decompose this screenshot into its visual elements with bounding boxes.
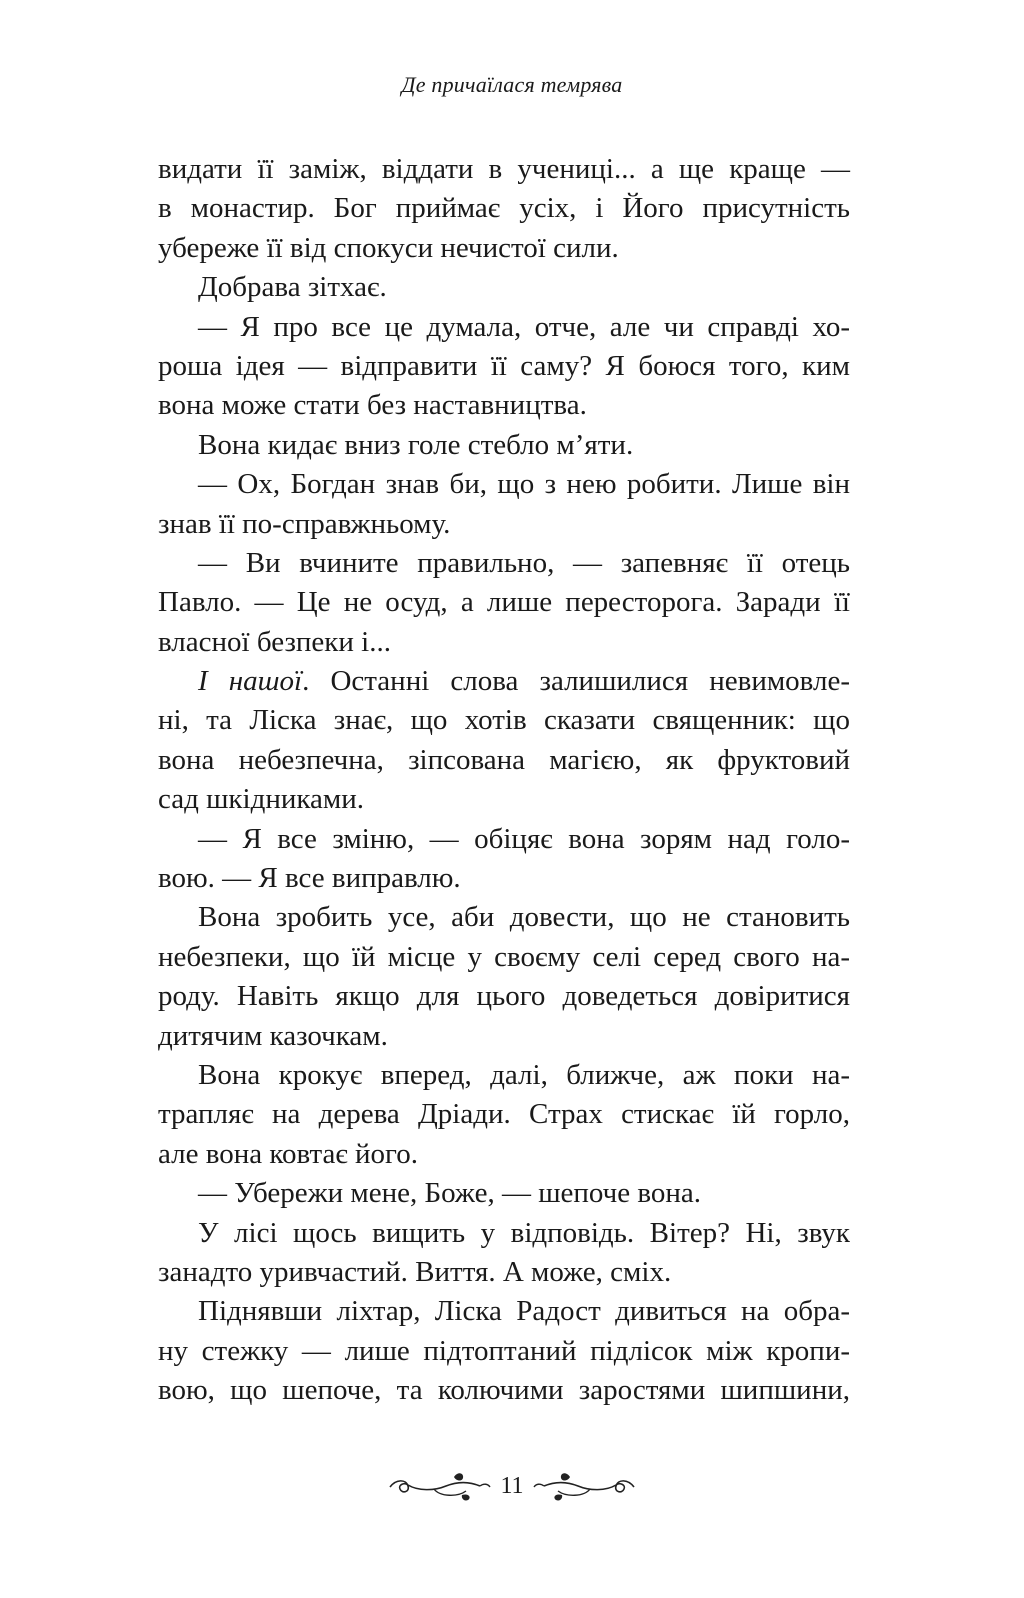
text-line-content: — Я про все це думала, отче, але чи справді хо- [198,310,850,343]
text-line [158,1056,850,1095]
text-line [158,386,850,425]
text-line-content: вою. — Я все виправлю. [158,862,461,895]
text-line-content: видати її заміж, віддати в учениці... а ще краще — [158,153,850,185]
text-line-content: — Ви вчините правильно, — запевняє її отець [198,546,850,579]
text-line-content: Вона кидає вниз голе стебло м’яти. [198,428,634,461]
text-line [158,1174,850,1213]
text-line [158,347,850,386]
text-line [158,268,850,307]
text-line [158,1371,850,1410]
text-line-content: — Ох, Богдан знав би, що з нею робити. Лише він [198,468,850,501]
text-line [158,1135,850,1174]
text-line [158,544,850,583]
text-line-content: — Убережи мене, Боже, — шепоче вона. [198,1177,702,1210]
text-line [158,505,850,544]
running-header: Де причаїлася темрява [401,72,623,97]
text-line-content: трапляє на дерева Дріади. Страх стискає їй горло, [158,1098,850,1131]
text-line [158,150,850,189]
text-line [158,465,850,504]
text-line [158,859,850,898]
flourish-ornament-icon [384,1469,494,1503]
text-line-content: занадто уривчастий. Виття. А може, сміх. [158,1255,672,1288]
text-line-content: . Останні слова залишилися невимовле- [302,665,850,698]
text-line-content: убереже її від спокуси нечистої сили. [158,231,619,264]
text-line-content: Павло. — Це не осуд, а лише пересторога. Заради її [158,586,850,619]
text-line-content: вона може стати без наставництва. [158,389,587,422]
text-line-content: вою, що шепоче, та колючими заростями шипшини, [158,1374,850,1407]
text-line [158,938,850,977]
text-line-content: Вона зробить усе, аби довести, що не становить [198,901,850,934]
page-number: 11 [500,1473,524,1499]
text-line [158,820,850,859]
text-line [158,308,850,347]
flourish-ornament-icon [530,1469,640,1503]
text-line [158,1095,850,1134]
text-line-content: знав її по-справжньому. [158,507,451,540]
text-line-content: роша ідея — відправити її саму? Я боюся того, ким [158,349,850,382]
text-line [158,780,850,819]
text-line-content: ні, та Ліска знає, що хотів сказати священник: що [158,704,850,737]
text-line-content: в монастир. Бог приймає усіх, і Його присутність [158,192,850,225]
text-line [158,1292,850,1331]
text-line-content: — Я все зміню, — обіцяє вона зорям над голо- [198,822,850,855]
text-line [158,701,850,740]
text-line-content: У лісі щось вищить у відповідь. Вітер? Ні, звук [198,1216,850,1249]
text-line-content: сад шкідниками. [158,783,365,816]
text-line [158,1017,850,1056]
text-line-content: Піднявши ліхтар, Ліска Радост дивиться на обра- [198,1295,850,1328]
text-line [158,426,850,465]
text-line [158,229,850,268]
text-line-content: вона небезпечна, зіпсована магією, як фруктовий [158,743,850,776]
text-line [158,189,850,228]
text-line-content: власної безпеки і... [158,625,391,658]
text-line-content: роду. Навіть якщо для цього доведеться довіритися [158,980,850,1013]
text-line-content: небезпеки, що їй місце у своєму селі серед свого на- [158,940,850,973]
text-line-content: але вона ковтає його. [158,1137,418,1170]
text-line [158,583,850,622]
text-line [158,898,850,937]
text-line [158,741,850,780]
body-text [158,150,850,1411]
text-line [158,1332,850,1371]
text-line-content: ну стежку — лише підтоптаний підлісок між кропи- [158,1334,850,1367]
text-line-content: дитячим казочкам. [158,1019,388,1052]
text-line [158,1253,850,1292]
text-line-content: Вона крокує вперед, далі, ближче, аж поки на- [198,1058,850,1091]
italic-emphasis: І нашої [198,665,303,698]
text-line-content: Добрава зітхає. [198,271,387,304]
text-line [158,1214,850,1253]
text-line [158,977,850,1016]
text-line [158,623,850,662]
text-line [158,662,850,701]
page-footer [0,1466,1024,1506]
